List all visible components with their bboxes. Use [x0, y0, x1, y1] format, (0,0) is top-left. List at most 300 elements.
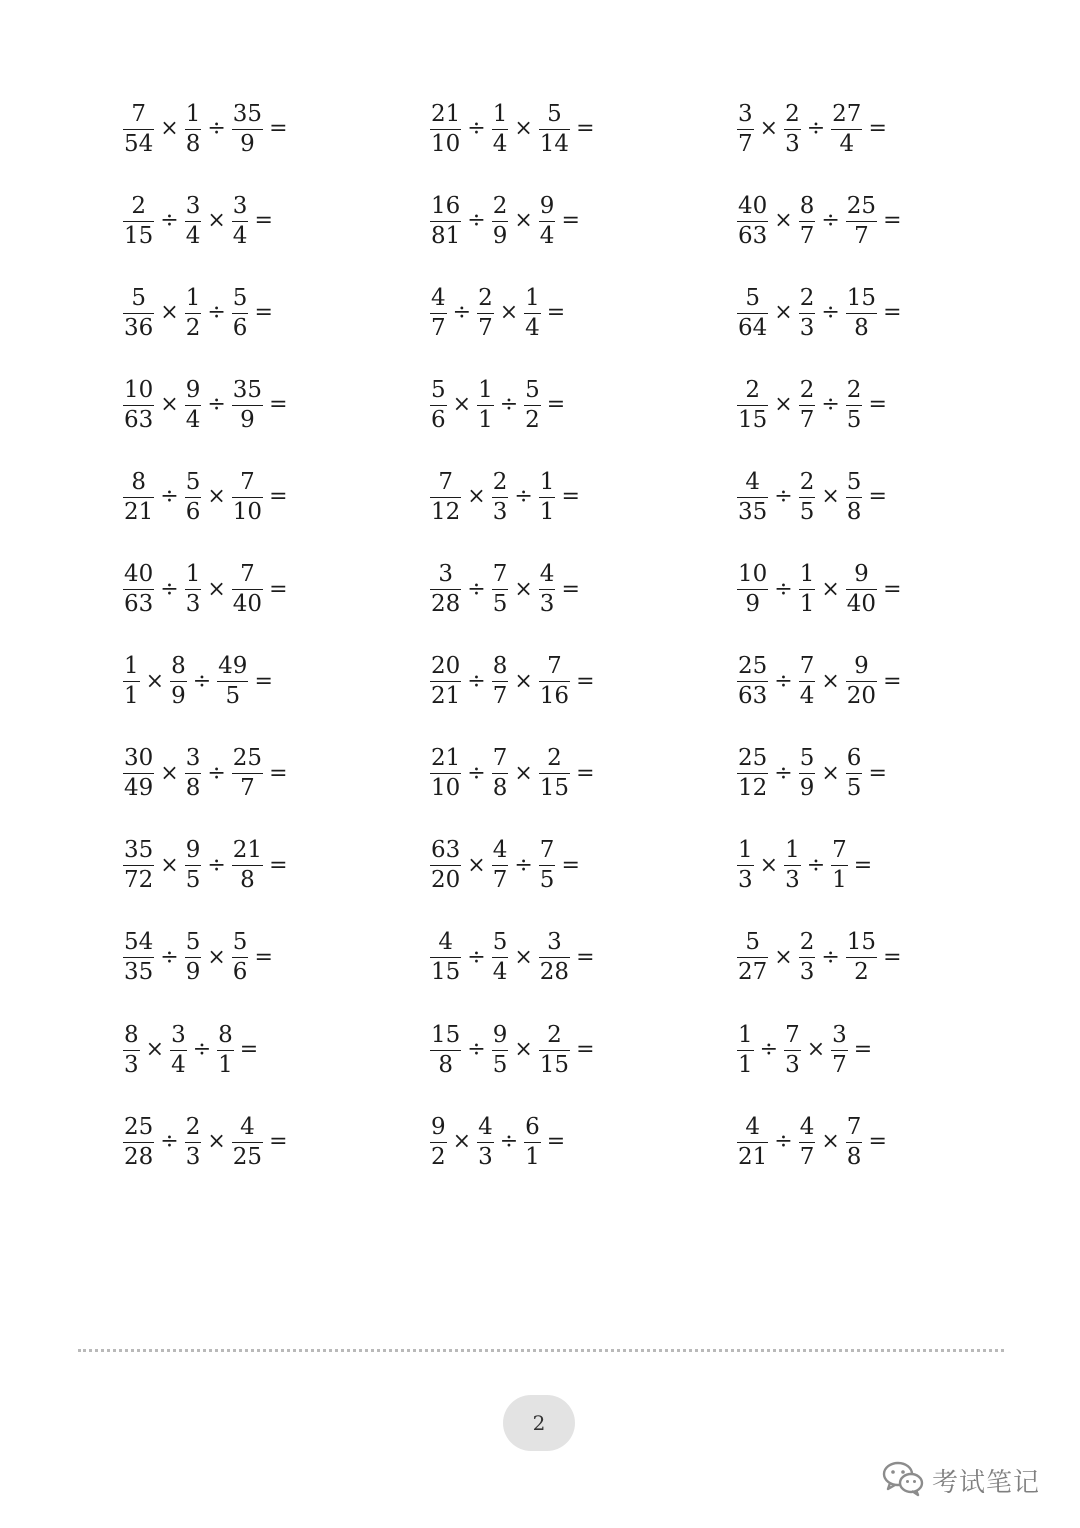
denominator: 3 — [799, 959, 815, 986]
numerator: 4 — [430, 931, 461, 958]
denominator: 4 — [171, 1051, 186, 1078]
numerator: 21 — [232, 839, 263, 866]
fraction — [123, 839, 154, 892]
numerator: 35 — [232, 103, 263, 130]
numerator: 8 — [123, 1024, 140, 1051]
fraction — [846, 563, 877, 616]
equals-sign: = — [269, 116, 288, 141]
equals-sign: = — [269, 484, 288, 510]
denominator: 6 — [431, 406, 446, 433]
problem-expression — [429, 560, 580, 620]
multiply-sign: × — [759, 116, 779, 141]
equals-sign: = — [269, 852, 288, 878]
numerator: 1 — [737, 1024, 754, 1051]
denominator: 7 — [799, 222, 815, 249]
page-number: 2 — [532, 1411, 546, 1435]
denominator: 3 — [539, 591, 555, 617]
numerator: 3 — [185, 747, 202, 774]
divide-sign: ÷ — [192, 1037, 212, 1062]
multiply-sign: × — [821, 760, 840, 786]
problem-expression — [122, 652, 273, 712]
fraction — [217, 1021, 234, 1078]
problem-expression — [429, 99, 595, 159]
multiply-sign: × — [774, 392, 793, 418]
denominator: 3 — [785, 130, 800, 157]
fraction — [185, 931, 202, 984]
fraction — [430, 1113, 447, 1170]
multiply-sign: × — [514, 208, 533, 234]
denominator: 8 — [492, 775, 508, 802]
denominator: 10 — [431, 130, 461, 157]
fraction — [185, 563, 202, 616]
numerator: 2 — [123, 195, 154, 222]
fraction — [539, 563, 556, 616]
divide-sign: ÷ — [759, 1037, 779, 1062]
multiply-sign: × — [759, 852, 779, 878]
fraction — [123, 376, 154, 433]
numerator: 5 — [737, 931, 768, 958]
denominator: 12 — [431, 498, 461, 525]
numerator: 2 — [799, 931, 816, 958]
fraction — [232, 839, 263, 892]
denominator: 4 — [185, 406, 201, 433]
fraction — [846, 747, 863, 800]
numerator: 8 — [217, 1024, 234, 1051]
numerator: 9 — [492, 1024, 509, 1051]
divide-sign: ÷ — [160, 576, 179, 602]
denominator: 20 — [431, 867, 461, 894]
fraction — [492, 192, 509, 249]
denominator: 9 — [171, 683, 186, 710]
divide-sign: ÷ — [774, 576, 793, 602]
denominator: 54 — [124, 130, 154, 157]
fraction — [799, 192, 816, 249]
equals-sign: = — [576, 1037, 595, 1062]
fraction — [737, 931, 768, 984]
numerator: 4 — [232, 1116, 263, 1143]
denominator: 1 — [799, 591, 815, 617]
equals-sign: = — [561, 576, 580, 602]
numerator: 27 — [831, 103, 862, 130]
numerator: 10 — [123, 379, 154, 406]
divide-sign: ÷ — [821, 944, 840, 970]
divide-sign: ÷ — [160, 484, 179, 510]
numerator: 1 — [185, 563, 202, 590]
equals-sign: = — [254, 300, 273, 326]
denominator: 7 — [799, 406, 815, 433]
numerator: 7 — [232, 471, 263, 498]
equals-sign: = — [883, 300, 902, 326]
denominator: 28 — [539, 959, 570, 986]
denominator: 10 — [431, 775, 461, 802]
numerator: 1 — [524, 287, 541, 314]
divide-sign: ÷ — [514, 484, 533, 510]
numerator: 7 — [492, 563, 509, 590]
numerator: 7 — [539, 839, 556, 866]
fraction — [846, 468, 863, 525]
denominator: 8 — [846, 1143, 862, 1170]
denominator: 8 — [185, 130, 201, 157]
divide-sign: ÷ — [499, 1129, 519, 1155]
fraction — [799, 284, 816, 341]
numerator: 21 — [430, 103, 461, 130]
fraction — [232, 931, 249, 984]
fraction — [737, 468, 768, 525]
problem-expression — [429, 191, 580, 251]
divide-sign: ÷ — [774, 1129, 793, 1155]
numerator: 2 — [784, 103, 801, 130]
numerator: 25 — [123, 1116, 154, 1143]
denominator: 4 — [185, 222, 201, 249]
fraction — [539, 931, 570, 984]
multiply-sign: × — [774, 208, 793, 234]
equals-sign: = — [561, 852, 580, 878]
numerator: 25 — [737, 747, 768, 774]
fraction — [477, 376, 494, 433]
equals-sign: = — [576, 944, 595, 970]
fraction — [492, 655, 509, 708]
fraction — [737, 284, 768, 341]
divide-sign: ÷ — [160, 208, 179, 234]
fraction — [539, 1021, 570, 1078]
denominator: 8 — [846, 498, 862, 525]
equals-sign: = — [269, 392, 288, 418]
denominator: 1 — [525, 1143, 540, 1170]
denominator: 81 — [431, 222, 461, 249]
numerator: 5 — [430, 379, 447, 406]
numerator: 4 — [737, 471, 768, 498]
numerator: 5 — [123, 287, 154, 314]
denominator: 40 — [232, 591, 263, 617]
divide-sign: ÷ — [207, 300, 226, 326]
numerator: 21 — [430, 747, 461, 774]
denominator: 7 — [240, 775, 255, 802]
numerator: 3 — [185, 195, 202, 222]
fraction — [123, 468, 154, 525]
denominator: 40 — [846, 591, 877, 617]
equals-sign: = — [883, 576, 902, 602]
denominator: 63 — [738, 683, 768, 710]
numerator: 4 — [477, 1116, 494, 1143]
divide-sign: ÷ — [514, 852, 533, 878]
fraction — [539, 655, 570, 708]
fraction — [492, 468, 509, 525]
fraction — [799, 931, 816, 984]
fraction — [524, 1113, 541, 1170]
multiply-sign: × — [821, 668, 840, 694]
fraction — [831, 1021, 848, 1078]
numerator: 4 — [492, 839, 509, 866]
multiply-sign: × — [452, 1129, 472, 1155]
divide-sign: ÷ — [467, 668, 486, 694]
numerator: 16 — [430, 195, 461, 222]
equals-sign: = — [269, 1129, 288, 1155]
denominator: 6 — [232, 314, 248, 341]
multiply-sign: × — [452, 392, 472, 418]
numerator: 7 — [539, 655, 570, 682]
denominator: 9 — [799, 775, 815, 802]
numerator: 7 — [123, 103, 154, 130]
denominator: 3 — [478, 1143, 493, 1170]
multiply-sign: × — [514, 1037, 533, 1062]
denominator: 28 — [124, 1143, 154, 1170]
divide-sign: ÷ — [467, 1037, 486, 1062]
equals-sign: = — [561, 208, 580, 234]
fraction — [232, 192, 249, 249]
denominator: 63 — [738, 222, 768, 249]
numerator: 2 — [799, 379, 816, 406]
fraction — [185, 192, 202, 249]
divide-sign: ÷ — [160, 1129, 179, 1155]
fraction — [539, 468, 556, 525]
equals-sign: = — [239, 1037, 259, 1062]
numerator: 40 — [123, 563, 154, 590]
wechat-icon — [880, 1458, 926, 1502]
fraction — [737, 747, 768, 800]
divide-sign: ÷ — [806, 852, 826, 878]
denominator: 5 — [539, 867, 555, 894]
denominator: 21 — [124, 498, 154, 525]
numerator: 2 — [539, 1024, 570, 1051]
equals-sign: = — [269, 576, 288, 602]
divide-sign: ÷ — [499, 392, 519, 418]
denominator: 7 — [492, 683, 508, 710]
fraction — [846, 192, 877, 249]
numerator: 4 — [799, 1116, 816, 1143]
denominator: 5 — [225, 683, 241, 710]
multiply-sign: × — [806, 1037, 826, 1062]
fraction — [799, 468, 816, 525]
numerator: 5 — [492, 931, 509, 958]
fraction — [185, 376, 202, 433]
numerator: 7 — [430, 471, 461, 498]
numerator: 8 — [170, 655, 187, 682]
fraction — [846, 376, 863, 433]
multiply-sign: × — [145, 668, 165, 694]
denominator: 2 — [525, 406, 540, 433]
divide-sign: ÷ — [207, 392, 226, 418]
denominator: 1 — [478, 406, 493, 433]
numerator: 9 — [185, 839, 202, 866]
numerator: 9 — [846, 655, 877, 682]
denominator: 1 — [832, 867, 847, 894]
denominator: 7 — [431, 314, 446, 341]
divide-sign: ÷ — [774, 484, 793, 510]
fraction — [430, 747, 461, 800]
numerator: 5 — [524, 379, 541, 406]
multiply-sign: × — [160, 852, 179, 878]
numerator: 1 — [477, 379, 494, 406]
fraction — [539, 100, 570, 157]
fraction — [430, 931, 461, 984]
equals-sign: = — [868, 116, 887, 141]
fraction — [784, 839, 801, 892]
multiply-sign: × — [514, 668, 533, 694]
numerator: 1 — [492, 103, 509, 130]
denominator: 63 — [124, 406, 154, 433]
numerator: 4 — [539, 563, 556, 590]
fraction — [799, 1113, 816, 1170]
problem-expression — [736, 283, 902, 343]
problem-expression — [122, 99, 288, 159]
problem-expression — [429, 375, 565, 435]
denominator: 15 — [431, 959, 461, 986]
multiply-sign: × — [160, 300, 179, 326]
denominator: 10 — [232, 498, 263, 525]
denominator: 28 — [431, 591, 461, 617]
fraction — [430, 468, 461, 525]
numerator: 1 — [799, 563, 816, 590]
multiply-sign: × — [207, 484, 226, 510]
denominator: 15 — [124, 222, 154, 249]
numerator: 7 — [846, 1116, 863, 1143]
denominator: 5 — [492, 591, 508, 617]
fraction — [430, 100, 461, 157]
numerator: 7 — [232, 563, 263, 590]
numerator: 3 — [232, 195, 249, 222]
fraction — [170, 1021, 187, 1078]
equals-sign: = — [546, 1129, 566, 1155]
fraction — [799, 563, 816, 616]
fraction — [737, 376, 768, 433]
denominator: 4 — [232, 222, 248, 249]
fraction — [492, 1021, 509, 1078]
fraction — [123, 284, 154, 341]
numerator: 35 — [123, 839, 154, 866]
fraction — [123, 563, 154, 616]
numerator: 2 — [539, 747, 570, 774]
fraction — [492, 931, 509, 984]
fraction — [123, 1021, 140, 1078]
denominator: 15 — [539, 775, 570, 802]
denominator: 8 — [438, 1051, 453, 1078]
denominator: 3 — [738, 867, 753, 894]
divide-sign: ÷ — [774, 760, 793, 786]
denominator: 12 — [738, 775, 768, 802]
denominator: 7 — [478, 314, 493, 341]
multiply-sign: × — [514, 576, 533, 602]
fraction — [185, 747, 202, 800]
fraction — [185, 1113, 202, 1170]
fraction — [846, 655, 877, 708]
numerator: 5 — [232, 287, 249, 314]
numerator: 5 — [539, 103, 570, 130]
problem-expression — [122, 191, 273, 251]
problem-expression — [736, 652, 902, 712]
fraction — [123, 747, 154, 800]
divide-sign: ÷ — [207, 760, 226, 786]
problem-expression — [736, 836, 872, 896]
denominator: 2 — [854, 959, 869, 986]
denominator: 9 — [492, 222, 508, 249]
numerator: 4 — [737, 1116, 768, 1143]
fraction — [831, 100, 862, 157]
fraction — [737, 192, 768, 249]
problem-expression — [122, 1112, 288, 1172]
dotted-divider — [78, 1349, 1004, 1352]
divide-sign: ÷ — [467, 576, 486, 602]
fraction — [185, 100, 202, 157]
numerator: 3 — [539, 931, 570, 958]
denominator: 8 — [240, 867, 255, 894]
fraction — [123, 655, 140, 708]
multiply-sign: × — [160, 392, 179, 418]
numerator: 7 — [784, 1024, 801, 1051]
fraction — [524, 284, 541, 341]
denominator: 6 — [232, 959, 248, 986]
equals-sign: = — [576, 668, 595, 694]
fraction — [430, 376, 447, 433]
multiply-sign: × — [160, 760, 179, 786]
fraction — [232, 468, 263, 525]
denominator: 2 — [431, 1143, 446, 1170]
multiply-sign: × — [160, 116, 179, 141]
numerator: 9 — [846, 563, 877, 590]
numerator: 1 — [539, 471, 556, 498]
problem-expression — [122, 836, 288, 896]
denominator: 4 — [839, 130, 855, 157]
problem-expression — [429, 928, 595, 988]
fraction — [492, 747, 509, 800]
equals-sign: = — [546, 392, 566, 418]
numerator: 2 — [185, 1116, 202, 1143]
problem-expression — [429, 1020, 595, 1080]
fraction — [492, 563, 509, 616]
denominator: 4 — [492, 130, 508, 157]
denominator: 8 — [854, 314, 869, 341]
divide-sign: ÷ — [774, 668, 793, 694]
numerator: 15 — [846, 287, 877, 314]
equals-sign: = — [561, 484, 580, 510]
problem-expression — [736, 1020, 872, 1080]
numerator: 1 — [123, 655, 140, 682]
problem-expression — [122, 283, 273, 343]
numerator: 5 — [185, 471, 202, 498]
fraction — [170, 655, 187, 708]
fraction — [737, 1021, 754, 1078]
problem-expression — [736, 191, 902, 251]
numerator: 5 — [185, 931, 202, 958]
fraction — [123, 100, 154, 157]
fraction — [232, 563, 263, 616]
denominator: 6 — [185, 498, 201, 525]
denominator: 7 — [832, 1051, 847, 1078]
numerator: 25 — [846, 195, 877, 222]
numerator: 7 — [831, 839, 848, 866]
divide-sign: ÷ — [207, 116, 226, 141]
numerator: 3 — [430, 563, 461, 590]
fraction — [737, 839, 754, 892]
multiply-sign: × — [821, 1129, 840, 1155]
denominator: 7 — [854, 222, 869, 249]
equals-sign: = — [883, 668, 902, 694]
denominator: 63 — [124, 591, 154, 617]
problem-expression — [122, 928, 273, 988]
fraction — [430, 192, 461, 249]
numerator: 2 — [477, 287, 494, 314]
denominator: 7 — [738, 130, 753, 157]
numerator: 30 — [123, 747, 154, 774]
problem-expression — [736, 560, 902, 620]
numerator: 1 — [185, 103, 202, 130]
denominator: 1 — [539, 498, 555, 525]
divide-sign: ÷ — [192, 668, 212, 694]
fraction — [846, 284, 877, 341]
fraction — [799, 655, 816, 708]
denominator: 3 — [785, 867, 800, 894]
fraction — [430, 839, 461, 892]
watermark — [880, 1458, 1040, 1502]
